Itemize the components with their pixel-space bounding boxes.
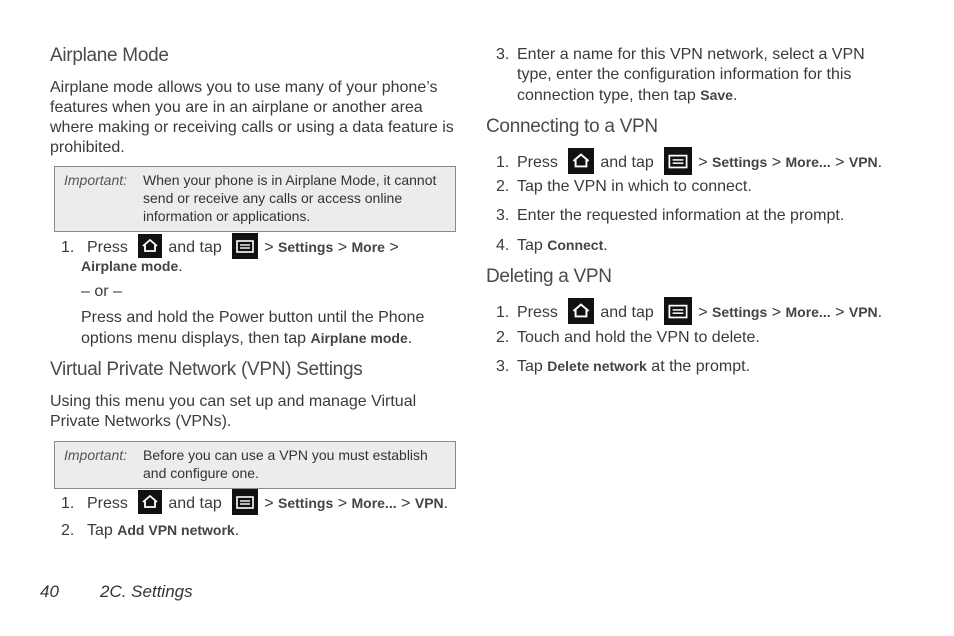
step-text: Touch and hold the VPN to delete. (517, 329, 760, 346)
deleting-step-1 (496, 299, 882, 327)
alt-text: Press and hold the Power button until the Phone options menu displays, then tap (81, 309, 425, 347)
step-text: and tap (168, 239, 222, 257)
section-label: 2C. Settings (100, 582, 193, 601)
step-number: 1. (496, 304, 510, 322)
step-number: 1. (61, 495, 75, 513)
vpn-settings-body: Using this menu you can set up and manage Virtual Private Networks (VPNs). (50, 393, 417, 430)
page-number: 40 (40, 582, 59, 601)
step-number: 3. (496, 46, 510, 63)
separator: > (264, 495, 274, 513)
vpn-step-1 (61, 491, 448, 517)
airplane-step-1-cont (81, 256, 183, 277)
settings-label: Settings (278, 495, 334, 512)
vpn-label: VPN (414, 495, 444, 512)
more-label: More... (351, 495, 397, 512)
period: . (178, 258, 183, 275)
connecting-step-4 (496, 235, 608, 256)
period: . (407, 330, 413, 347)
deleting-heading: Deleting a VPN (486, 266, 612, 287)
vpn-step-2 (61, 520, 239, 541)
more-label: More (351, 239, 385, 256)
separator: > (835, 304, 845, 322)
separator: > (698, 304, 708, 322)
airplane-alt-instructions (81, 308, 461, 349)
step-text: Tap (517, 358, 543, 375)
step-text: Enter a name for this VPN network, select a VPN type, enter the configuration information for this connection type, then tap (517, 46, 865, 104)
step-number: 1. (61, 239, 75, 257)
vpn-label: VPN (848, 154, 878, 171)
vpn-step-3 (496, 45, 896, 106)
step-number: 1. (496, 154, 510, 172)
deleting-step-3 (496, 356, 750, 377)
home-icon (568, 298, 594, 324)
step-number: 4. (496, 237, 510, 254)
step-text: Press (87, 495, 128, 513)
step-text: Tap the VPN in which to connect. (517, 178, 752, 195)
separator: > (337, 239, 348, 257)
important-note-airplane (54, 166, 456, 232)
vpn-settings-heading: Virtual Private Network (VPN) Settings (50, 359, 363, 380)
step-text: Press (517, 304, 558, 322)
menu-icon (664, 297, 692, 325)
connecting-step-1 (496, 149, 882, 177)
period: . (877, 304, 883, 322)
menu-icon (232, 233, 258, 259)
separator: > (401, 495, 411, 513)
period: . (443, 495, 449, 513)
home-icon (138, 490, 162, 514)
connecting-step-2 (496, 177, 752, 197)
separator: > (771, 154, 782, 172)
step-number: 2. (61, 522, 75, 539)
airplane-mode-label: Airplane mode (81, 258, 179, 274)
connecting-step-3 (496, 206, 844, 226)
more-label: More... (785, 304, 831, 321)
home-icon (138, 234, 162, 258)
step-text: Press (517, 154, 558, 172)
period: . (877, 154, 883, 172)
step-number: 2. (496, 178, 510, 195)
separator: > (698, 154, 708, 172)
connecting-heading: Connecting to a VPN (486, 116, 658, 137)
airplane-mode-body: Airplane mode allows you to use many of your phone’s features when you are in an airplane or another area where making or receiving calls or using a data feature is prohibited. (50, 79, 454, 156)
step-text: Enter the requested information at the prompt. (517, 207, 845, 224)
delete-network-label: Delete network (547, 358, 647, 374)
airplane-mode-heading: Airplane Mode (50, 45, 169, 66)
step-number: 3. (496, 207, 510, 224)
vpn-label: VPN (848, 304, 878, 321)
home-icon (568, 148, 594, 174)
important-label: Important: (64, 447, 128, 463)
airplane-mode-label: Airplane mode (310, 330, 408, 346)
important-note-vpn (54, 441, 456, 489)
separator: > (337, 495, 348, 513)
settings-label: Settings (712, 154, 768, 171)
step-text: at the prompt. (651, 358, 751, 375)
step-text: and tap (600, 304, 654, 322)
save-label: Save (700, 87, 733, 103)
separator: > (264, 239, 274, 257)
separator: > (835, 154, 845, 172)
step-number: 2. (496, 329, 510, 346)
settings-label: Settings (278, 239, 334, 256)
settings-label: Settings (712, 304, 768, 321)
separator: > (389, 239, 399, 257)
add-vpn-network-label: Add VPN network (117, 522, 235, 538)
step-text: and tap (600, 154, 654, 172)
step-text: and tap (168, 495, 222, 513)
more-label: More... (785, 154, 831, 171)
or-divider: – or – (81, 283, 122, 300)
important-text: When your phone is in Airplane Mode, it cannot send or receive any calls or access online information or applications. (143, 172, 437, 224)
important-text: Before you can use a VPN you must establish and configure one. (143, 447, 428, 481)
menu-icon (664, 147, 692, 175)
connect-label: Connect (547, 237, 604, 253)
period: . (603, 237, 608, 254)
separator: > (771, 304, 782, 322)
deleting-step-2 (496, 328, 760, 348)
step-text: Tap (87, 522, 113, 539)
menu-icon (232, 489, 258, 515)
step-number: 3. (496, 358, 510, 375)
important-label: Important: (64, 172, 128, 188)
period: . (234, 522, 240, 539)
step-text: Press (87, 239, 128, 257)
period: . (732, 87, 738, 104)
step-text: Tap (517, 237, 543, 254)
